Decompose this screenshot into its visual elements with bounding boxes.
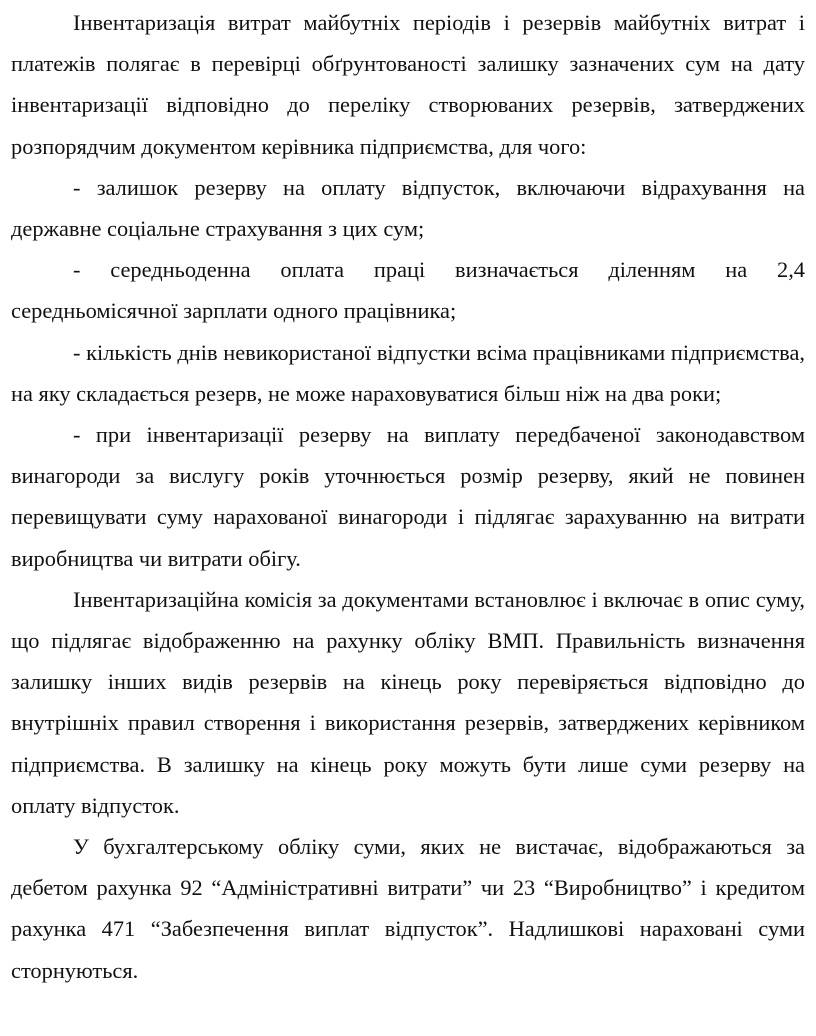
list-item-seniority-reward: - при інвентаризації резерву на виплату передбаченої законодавством винагороди за вислугу років уточнюється розмір резерву, який не повинен перевищувати суму нарахованої винагороди і підлягає зарахуванню на витрати виробництва чи витрати обігу. [11,422,805,571]
list-item-vacation-reserve: - залишок резерву на оплату відпусток, включаючи відрахування на державне соціальне страхування з цих сум; [11,174,805,242]
paragraph-intro: Інвентаризація витрат майбутніх періодів і резервів майбутніх витрат і платежів полягає в перевірці обґрунтованості залишку зазначених сум на дату інвентаризації відповідно до переліку створюваних резервів, затверджених розпорядчим документом керівника підприємства, для чого: [11,10,805,159]
list-item-unused-days: - кількість днів невикористаної відпустки всіма працівниками підприємства, на яку складається резерв, не може нараховуватися більш ніж на два роки; [11,339,805,406]
paragraph-accounting: У бухгалтерському обліку суми, яких не вистачає, відображаються за дебетом рахунка 92 “Адміністративні витрати” чи 23 “Виробництво” і кредитом рахунка 471 “Забезпечення виплат відпусток”. Надлишкові нараховані суми сторнуються. [11,834,805,983]
list-item-daily-pay: - середньоденна оплата праці визначається діленням на 2,4 середньомісячної зарплати одного працівника; [11,257,805,324]
paragraph-commission: Інвентаризаційна комісія за документами встановлює і включає в опис суму, що підлягає відображенню на рахунку обліку ВМП. Правильність визначення залишку інших видів резервів на кінець року перевіряється відповідно до внутрішніх правил створення і використання резервів, затверджених керівником підприємства. В залишку на кінець року можуть бути лише суми резерву на оплату відпусток. [11,586,805,818]
